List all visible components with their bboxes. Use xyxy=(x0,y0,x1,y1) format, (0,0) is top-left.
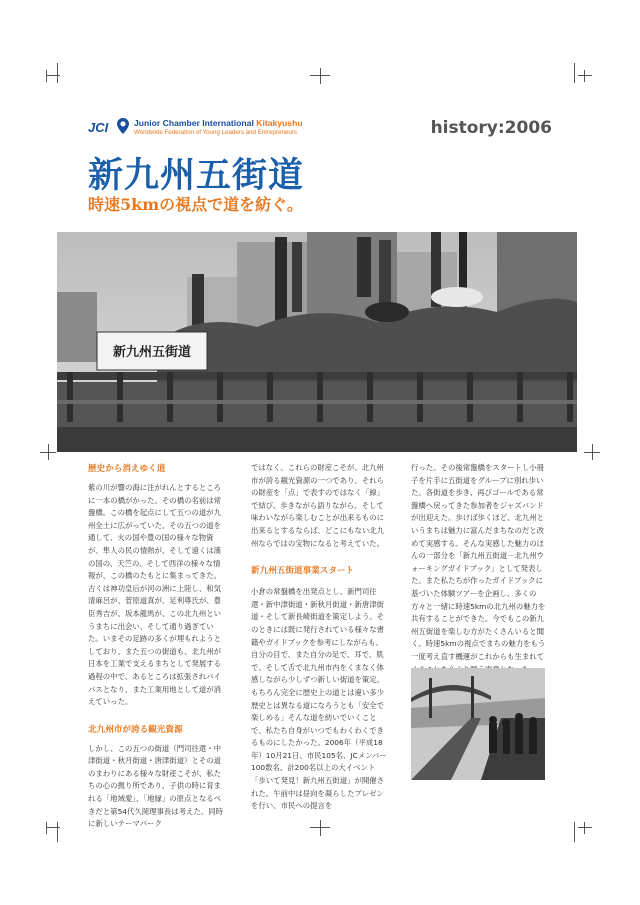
body-paragraph: しかし、この五つの街道（門司往還・中津街道・秋月街道・唐津街道）とその道のまわりにある様々な財産こそが、私たちの心の拠り所であり、子供の時に育まれる「地域愛」、「地縁」の原点となるべきだと第54代久岡理事長は考えた。同時に新しいテーマパーク xyxy=(88,743,224,829)
page-title: 新九州五街道 xyxy=(88,155,305,196)
banner-text: 新九州五街道 xyxy=(112,345,192,360)
crop-mark xyxy=(46,822,47,834)
map-pin-icon xyxy=(117,118,129,134)
crop-mark xyxy=(48,444,49,460)
body-paragraph: 小倉の常盤橋を出発点とし、新門司往還・新中津街道・新秋月街道・新唐津街道・そして新長崎街道を策定しよう。そのときには既に発行されている様々な書籍やガイドブックを参考にしながらも、自分の目で、また自分の足で、耳で、肌で、そして舌で北九州市内をくまなく体感しながら少しずつ新しい街道を策定。もちろん完全に歴史上の道とは違い多少歴史とは異なる道になろうとも「安全で楽しめる」そんな道を紡いでいくことで、私たち自身がいつでもわくわくできるものにしたかった。2006年（平成18年）10月21日、市民105名、JCメンバー100数名、計200名以上の大イベント「歩いて発見！新九州五街道」が開催された。午前中は昼向を凝らしたプレゼンを行い、市民への提言を xyxy=(251,587,387,811)
body-paragraph: ではなく、これらの財産こそが、北九州市が誇る観光資源の一つであり、それらの財産を「点」で表すのではなく「線」で結び、歩きながら語りながら、そして味わいながら楽しむことが出来るものに出来るとするならば、どこにもない北九州ならではの宝物になると考えていた。 xyxy=(251,463,385,548)
crop-mark xyxy=(574,63,575,83)
main-photo xyxy=(57,232,577,452)
crop-mark xyxy=(574,822,575,842)
crop-mark xyxy=(57,822,58,842)
page-subtitle: 時速5kmの視点で道を紡ぐ。 xyxy=(88,195,303,214)
crop-mark xyxy=(320,820,321,836)
org-name: Junior Chamber International Kitakyushu xyxy=(134,118,303,128)
crop-mark xyxy=(584,70,585,82)
crop-mark xyxy=(320,68,321,84)
logo-mark: JCI xyxy=(88,120,109,135)
text-column-3 xyxy=(411,462,549,676)
crop-mark xyxy=(578,75,592,76)
body-paragraph: 紫の川が響の海に注がれんとするところに一本の橋がかった。その橋の名前は常盤橋。この橋を起点にして五つの道が九州全土に広がっていた。その五つの道を通して、火の国や豊の国の様々な物資が、隼人の民の情熱が、そして遠くは漢の国の、天竺の、そして西洋の様々な情報が、この橋のたもとに集まってきた。古くは神功皇后が河の洲に上陸し、和気清麻呂が、菅原道真が、足利尊氏が、豊臣秀吉が、坂本龍馬が、この北九州というまちに出会い、そして通り過ぎていた。いまその足跡の多くが埋もれようとしており、また五つの街道も、北九州が日本を工業で支えるまちとして発展する過程の中で、あるところは拡張されバイパスとなり、また工業用地として道が消えていった。 xyxy=(88,483,222,707)
crop-mark xyxy=(592,444,593,460)
history-label: history:2006 xyxy=(430,118,552,138)
text-column-1 xyxy=(88,462,226,831)
crop-mark xyxy=(578,827,592,828)
text-column-2 xyxy=(251,462,389,813)
crop-mark xyxy=(57,63,58,83)
crop-mark xyxy=(584,822,585,834)
section-heading: 北九州市が誇る観光資源 xyxy=(88,724,183,735)
body-paragraph: 行った。その後常盤橋をスタートし小冊子を片手に五街道をグループに別れ歩いた。各街道を歩き、再びゴールである常盤橋へ戻ってきた参加者をジャズバンドが出迎えた。歩けば歩くほど、北九州というまちは魅力に富んだまちなのだと改めて実感する。そんな実感した魅力のほんの一部分を「新九州五街道－北九州ウォーキングガイドブック」として発表した。また私たちが作ったガイドブックに基づいた体験ツアーを企画し、多くの方々と一緒に時速5kmの北九州の魅力を共有することができた。今でもこの新九州五街道を楽しむ方がたくさんいると聞く。時速5kmの視点でまちの魅力をもう一度考え直す機運がこれからも生まれて xyxy=(411,463,546,661)
section-heading: 歴史から消えゆく道 xyxy=(88,464,166,474)
jci-logo xyxy=(88,118,308,146)
bridge-walk-photo xyxy=(411,668,545,780)
section-heading: 新九州五街道事業スタート xyxy=(251,566,355,577)
crop-mark xyxy=(46,70,47,82)
org-tagline: Worldwide Federation of Young Leaders and Entrepreneurs xyxy=(134,129,297,136)
